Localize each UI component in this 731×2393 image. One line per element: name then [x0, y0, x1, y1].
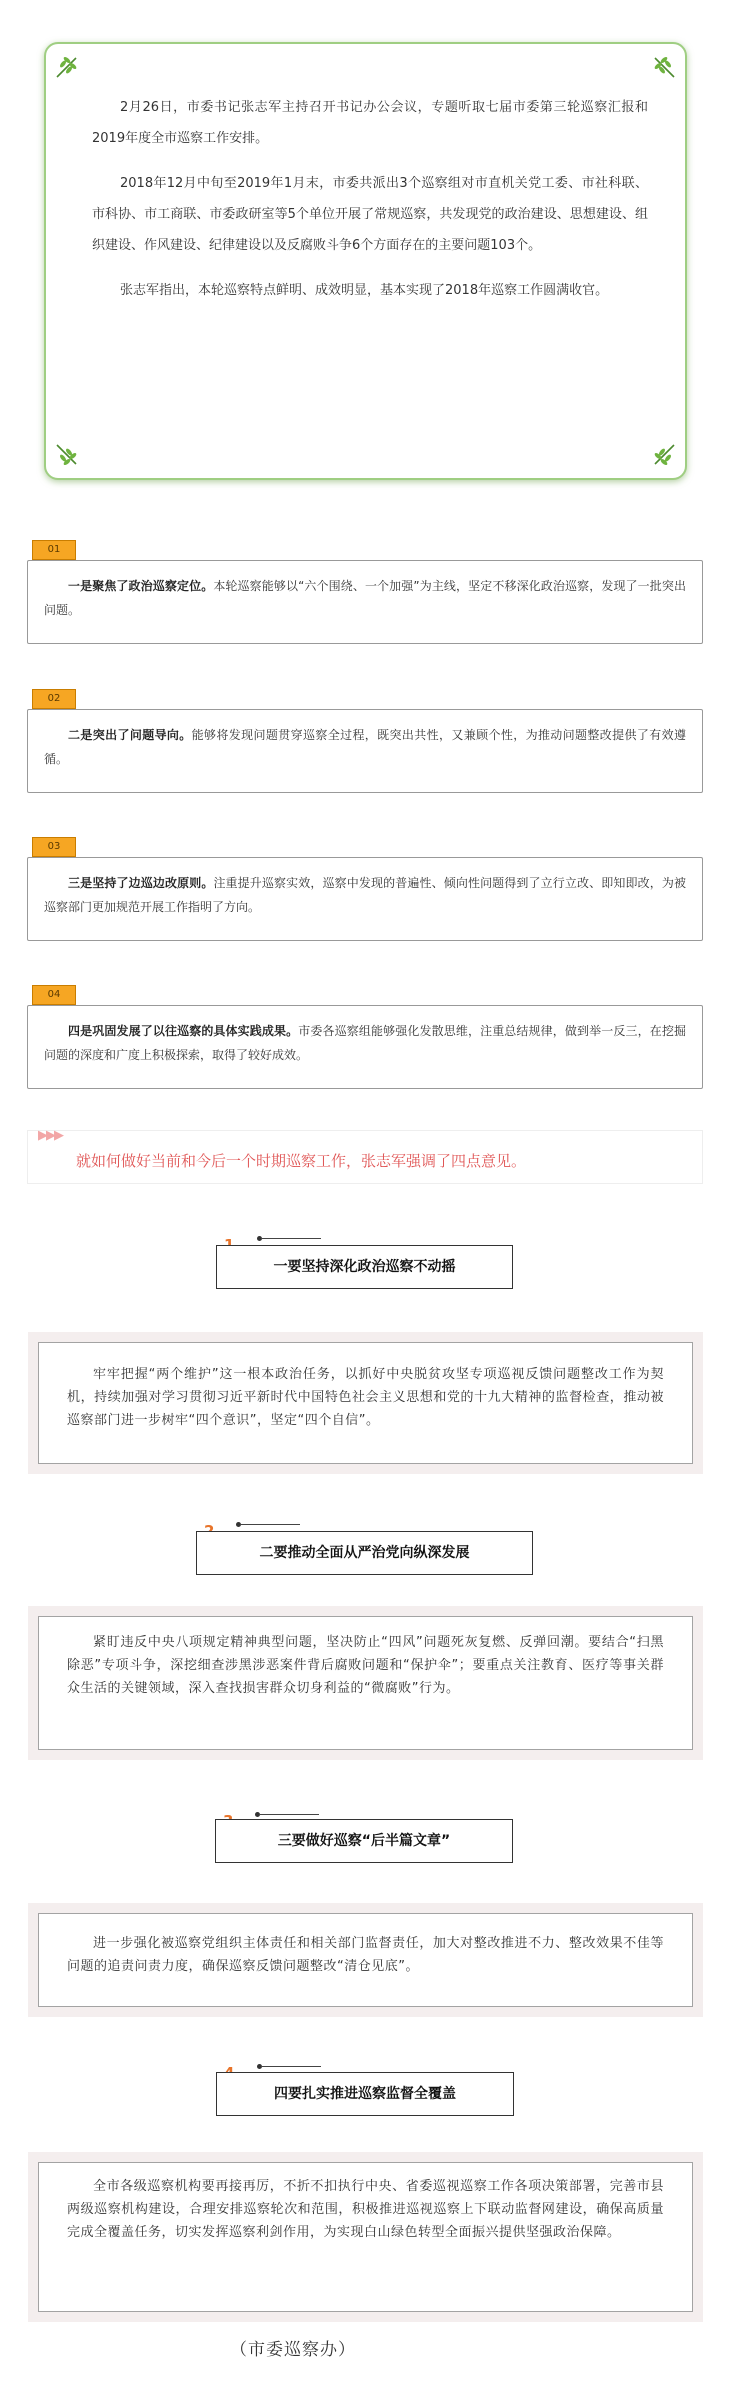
section-text: 紧盯违反中央八项规定精神典型问题，坚决防止“四风”问题死灰复燃、反弹回潮。要结合“扫黑除恶”专项斗争，深挖细查涉黑涉恶案件背后腐败问题和“保护伞”；要重点关注教育、医疗等事关群众生活的关键领域，深入查找损害群众切身利益的“微腐败”行为。: [67, 1635, 664, 1696]
heading-line: [261, 1238, 321, 1239]
leaf-corner-icon: [54, 442, 82, 470]
intro-paragraph: 2月26日，市委书记张志军主持召开书记办公会议，专题听取七届市委第三轮巡察汇报和2019年度全市巡察工作安排。: [92, 100, 648, 146]
point-box: [27, 857, 703, 941]
source-footer: （市委巡察办）: [230, 2340, 356, 2360]
section-heading: 二要推动全面从严治党向纵深发展: [196, 1531, 533, 1575]
intro-text: [92, 92, 648, 320]
point-text: 本轮巡察能够以“六个围绕、一个加强”为主线，坚定不移深化政治巡察，发现了一批突出问题。: [44, 579, 686, 617]
leaf-corner-icon: [54, 52, 82, 80]
heading-line: [259, 1814, 319, 1815]
section-content: [28, 2152, 703, 2322]
point-box: [27, 1005, 703, 1089]
section-content: [28, 1606, 703, 1760]
leaf-corner-icon: [649, 52, 677, 80]
section-content-box: [38, 1342, 693, 1464]
heading-line: [240, 1524, 300, 1525]
point-box: [27, 560, 703, 644]
point-text: 市委各巡察组能够强化发散思维，注重总结规律，做到举一反三，在挖掘问题的深度和广度上积极探索，取得了较好成效。: [44, 1024, 686, 1062]
section-heading: 三要做好巡察“后半篇文章”: [215, 1819, 513, 1863]
section-text: 进一步强化被巡察党组织主体责任和相关部门监督责任，加大对整改推进不力、整改效果不佳等问题的追责问责力度，确保巡察反馈问题整改“清仓见底”。: [67, 1936, 664, 1974]
section-content-box: [38, 1913, 693, 2007]
point-number-tag: 01: [32, 540, 76, 560]
section-text: 全市各级巡察机构要再接再厉，不折不扣执行中央、省委巡视巡察工作各项决策部署，完善市县两级巡察机构建设，合理安排巡察轮次和范围，积极推进巡视巡察上下联动监督网建设，确保高质量完成全覆盖任务，切实发挥巡察利剑作用，为实现白山绿色转型全面振兴提供坚强政治保障。: [67, 2179, 664, 2240]
point-lead: 三是坚持了边巡边改原则。: [68, 876, 214, 890]
section-heading: 四要扎实推进巡察监督全覆盖: [216, 2072, 514, 2116]
point-lead: 一是聚焦了政治巡察定位。: [68, 579, 214, 593]
section-text: 牢牢把握“两个维护”这一根本政治任务，以抓好中央脱贫攻坚专项巡视反馈问题整改工作为契机，持续加强对学习贯彻习近平新时代中国特色社会主义思想和党的十九大精神的监督检查，推动被巡察部门进一步树牢“四个意识”，坚定“四个自信”。: [67, 1367, 664, 1428]
section-content-box: [38, 1616, 693, 1750]
intro-card: [44, 42, 687, 480]
point-lead: 二是突出了问题导向。: [68, 728, 192, 742]
point-text: 注重提升巡察实效，巡察中发现的普遍性、倾向性问题得到了立行立改、即知即改，为被巡察部门更加规范开展工作指明了方向。: [44, 876, 686, 914]
section-heading: 一要坚持深化政治巡察不动摇: [216, 1245, 513, 1289]
point-box: [27, 709, 703, 793]
intro-paragraph: 2018年12月中旬至2019年1月末，市委共派出3个巡察组对市直机关党工委、市社科联、市科协、市工商联、市委政研室等5个单位开展了常规巡察，共发现党的政治建设、思想建设、组织建设、作风建设、纪律建设以及反腐败斗争6个方面存在的主要问题103个。: [92, 176, 648, 253]
point-lead: 四是巩固发展了以往巡察的具体实践成果。: [68, 1024, 299, 1038]
section-content: [28, 1903, 703, 2017]
intro-paragraph: 张志军指出，本轮巡察特点鲜明、成效明显，基本实现了2018年巡察工作圆满收官。: [120, 283, 609, 298]
triple-arrow-icon: ▶▶▶: [38, 1128, 62, 1143]
point-number-tag: 02: [32, 689, 76, 709]
leaf-corner-icon: [649, 442, 677, 470]
section-content: [28, 1332, 703, 1474]
point-number-tag: 03: [32, 837, 76, 857]
point-text: 能够将发现问题贯穿巡察全过程，既突出共性，又兼顾个性，为推动问题整改提供了有效遵循。: [44, 728, 686, 766]
separator-text: 就如何做好当前和今后一个时期巡察工作，张志军强调了四点意见。: [76, 1152, 527, 1170]
section-content-box: [38, 2162, 693, 2312]
heading-line: [261, 2066, 321, 2067]
point-number-tag: 04: [32, 985, 76, 1005]
